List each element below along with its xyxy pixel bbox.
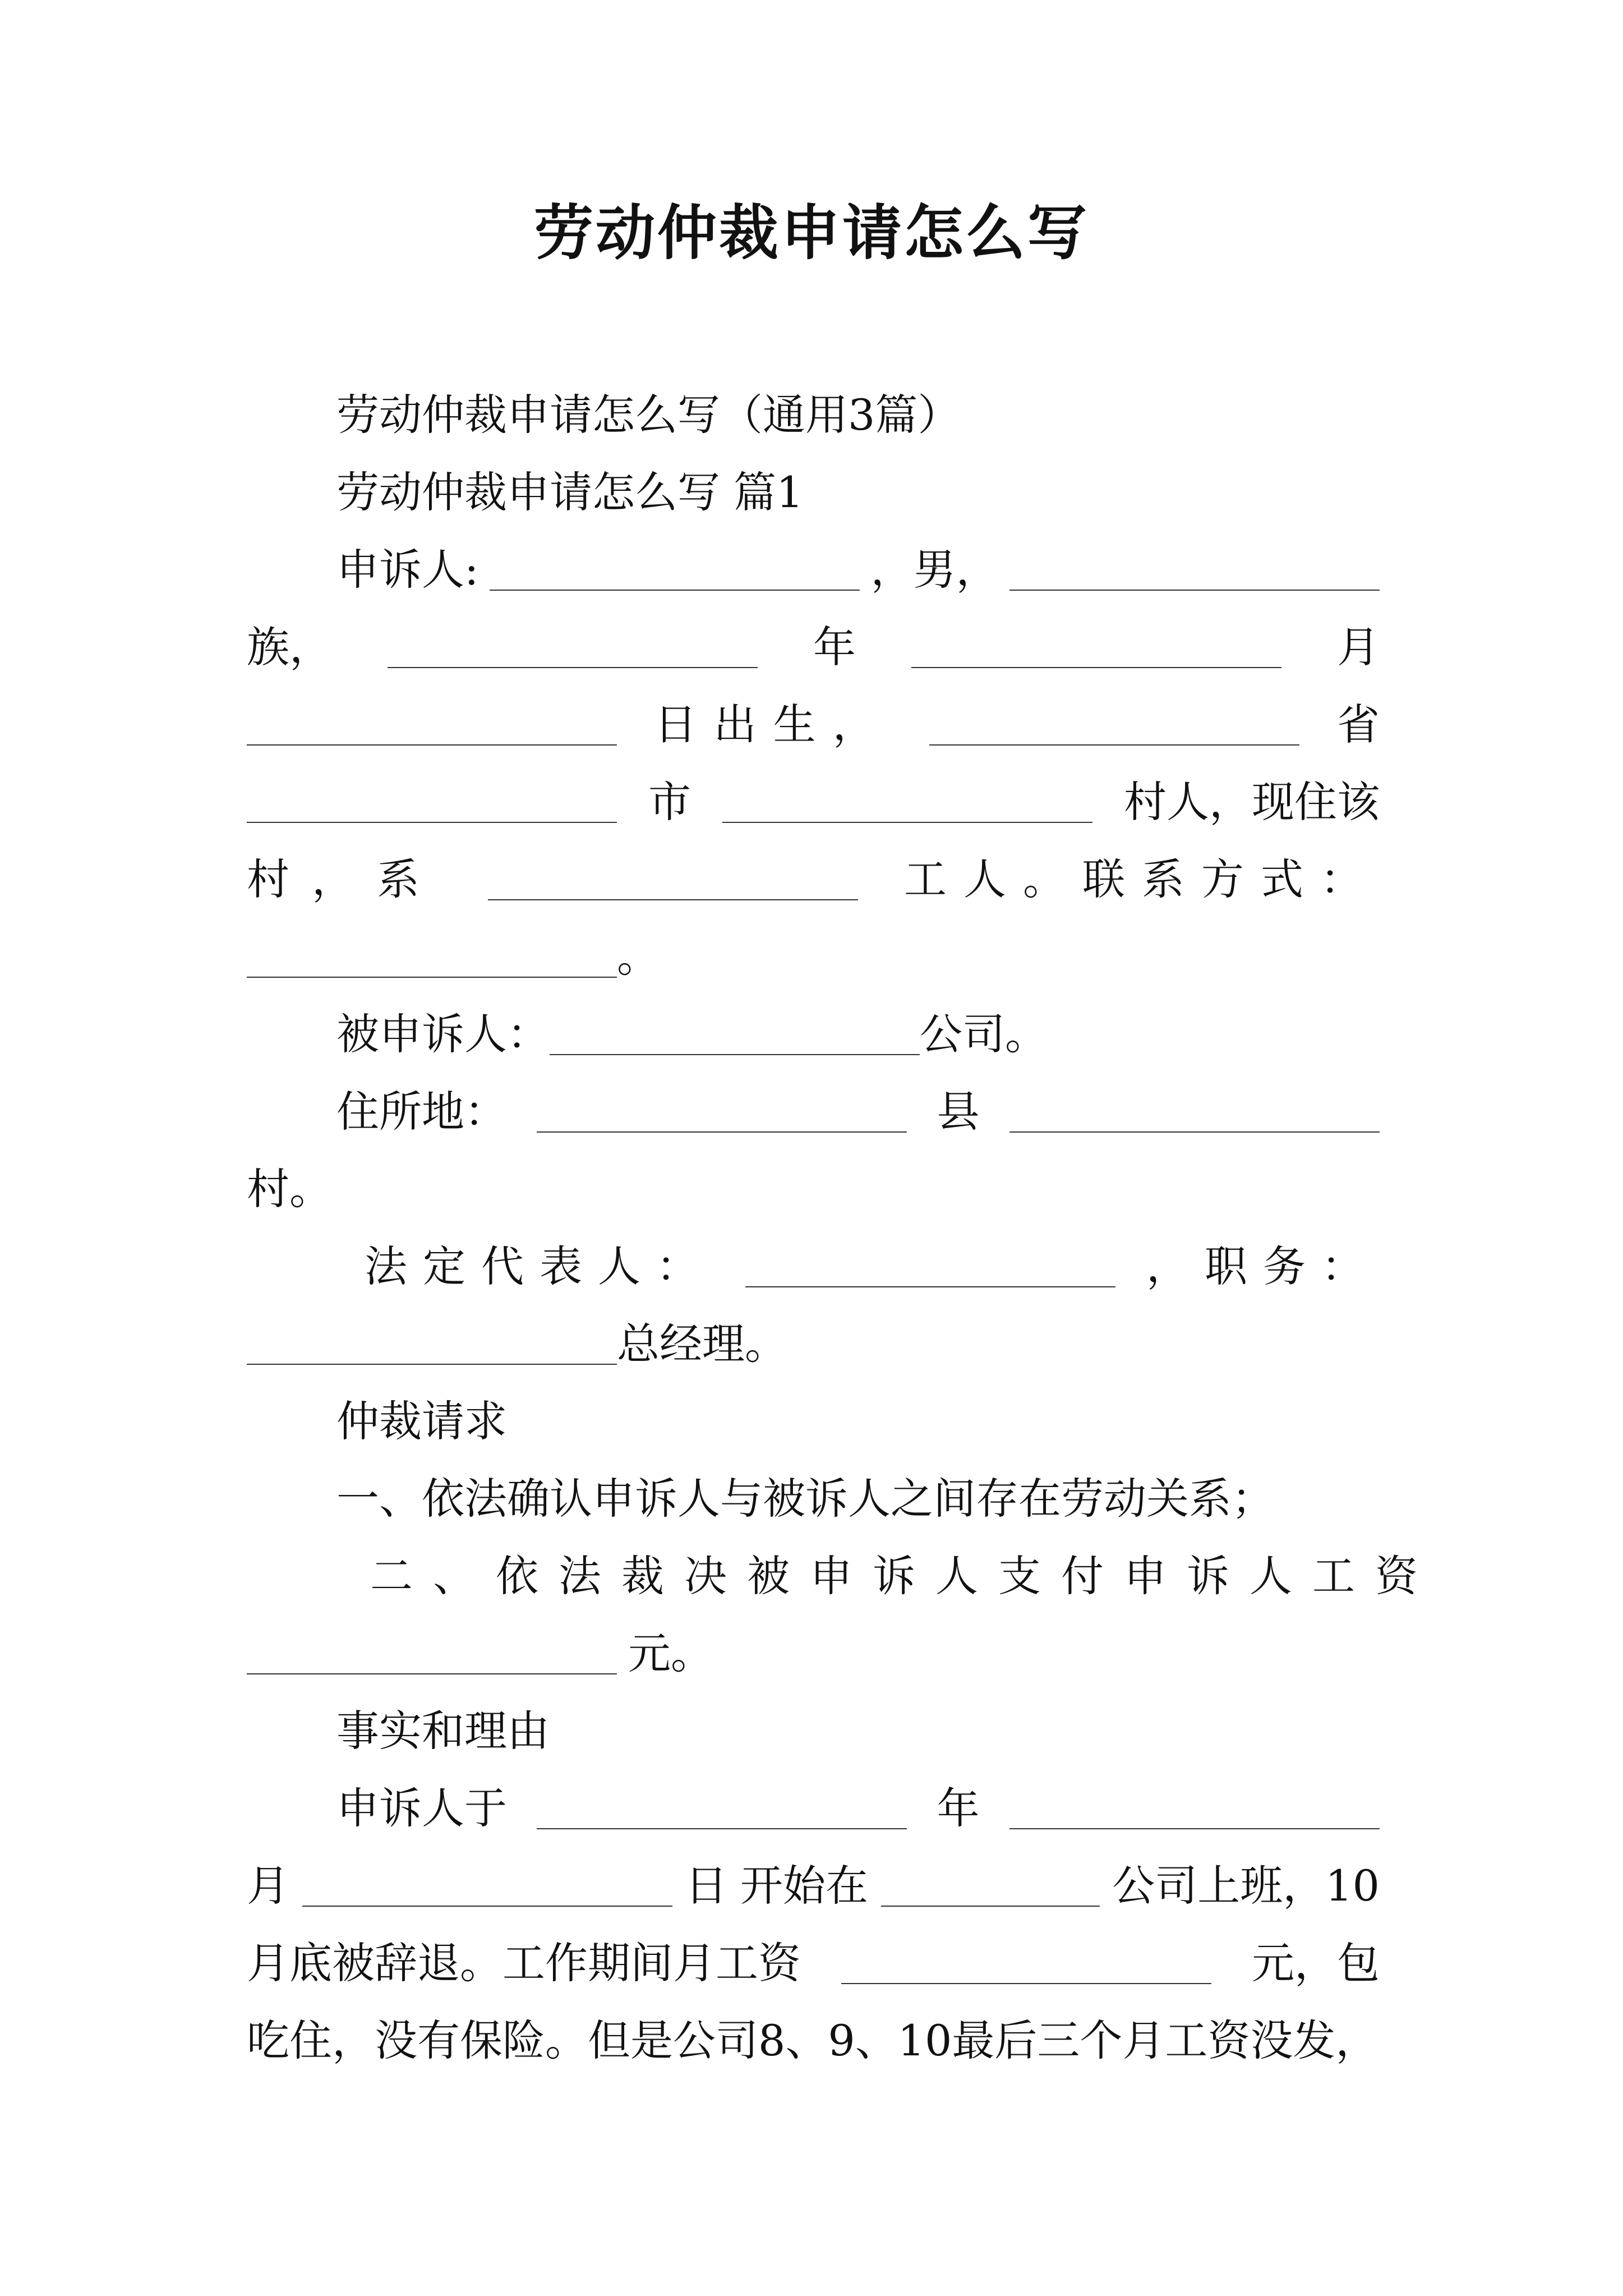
- facts-line-3b-text: 元，包: [1252, 1938, 1380, 1988]
- legal-rep-line: [365, 1227, 1380, 1306]
- birth-text: 日出生，: [654, 700, 892, 749]
- claim-two: [370, 1537, 1438, 1616]
- village-text-2: 村，系: [247, 854, 442, 904]
- address-label: 住所地：: [336, 1087, 507, 1137]
- legal-rep-line-2: [247, 1305, 1380, 1383]
- facts-work-text: 公司上班，10: [1112, 1861, 1380, 1911]
- facts-heading: 事实和理由: [336, 1706, 550, 1756]
- year-text: 年: [813, 622, 856, 672]
- duty-text: ，职务：: [1146, 1241, 1380, 1291]
- ethnicity-blank[interactable]: [1009, 555, 1380, 591]
- claim-one: 一、依法确认申诉人与被诉人之间存在劳动关系；: [336, 1474, 1274, 1524]
- birth-year-blank[interactable]: [388, 632, 758, 668]
- claim-two-line-2: [247, 1614, 1380, 1693]
- period-text: 。: [617, 932, 660, 982]
- facts-line-1: [336, 1769, 1380, 1848]
- respondent-line: [336, 995, 1380, 1074]
- complainant-line-5: [247, 840, 1380, 919]
- gender-text: ，男，: [870, 545, 999, 595]
- company-blank[interactable]: [550, 1019, 920, 1055]
- complainant-line-6: [247, 918, 1380, 996]
- village-text: 村人，现住该: [1124, 777, 1380, 827]
- birth-day-blank[interactable]: [247, 710, 617, 746]
- facts-start-text: 申诉人于: [336, 1783, 507, 1833]
- name-blank[interactable]: [490, 555, 860, 591]
- occupation-blank[interactable]: [488, 864, 858, 900]
- county-blank[interactable]: [1009, 1097, 1380, 1133]
- contact-blank[interactable]: [247, 942, 617, 978]
- claim-two-text: 二、依法裁决被申诉人支付申诉人工资: [370, 1551, 1438, 1601]
- duty-blank[interactable]: [247, 1329, 617, 1365]
- city-blank[interactable]: [247, 787, 617, 823]
- facts-line-2: [247, 1847, 1380, 1925]
- monthly-wage-blank[interactable]: [841, 1948, 1211, 1984]
- month-text: 月: [1337, 622, 1380, 672]
- facts-month-text: 月: [247, 1861, 289, 1911]
- complainant-line-4: [247, 763, 1380, 841]
- complainant-line-1: [336, 531, 1380, 609]
- facts-line-3: [247, 1924, 1380, 2003]
- county-text: 县: [937, 1087, 980, 1137]
- facts-start-at-text: 开始在: [740, 1861, 868, 1911]
- worker-text: 工人。联系方式：: [904, 854, 1380, 904]
- yuan-text: 元。: [628, 1628, 713, 1678]
- document-title: 劳动仲裁申请怎么写: [534, 197, 1089, 268]
- section-heading: 劳动仲裁申请怎么写 篇1: [336, 467, 804, 517]
- start-year-blank[interactable]: [537, 1793, 907, 1829]
- company-text: 公司。: [920, 1009, 1048, 1059]
- gm-text: 总经理。: [617, 1319, 787, 1369]
- facts-line-4: 吃住，没有保险。但是公司8、9、10最后三个月工资没发，: [247, 2016, 1378, 2065]
- ethnicity-text: 族，: [247, 622, 332, 672]
- facts-line-3-text: 月底被辞退。工作期间月工资: [247, 1938, 801, 1988]
- start-month-blank[interactable]: [1009, 1793, 1380, 1829]
- village-end-text: 村。: [247, 1164, 332, 1214]
- wage-amount-blank[interactable]: [247, 1639, 617, 1674]
- city-text: 市: [648, 777, 691, 827]
- start-day-blank[interactable]: [302, 1871, 672, 1907]
- claims-heading: 仲裁请求: [336, 1396, 507, 1446]
- legal-rep-label: 法定代表人：: [365, 1241, 714, 1291]
- complainant-line-3: [247, 685, 1380, 764]
- complainant-line-2: [247, 608, 1380, 687]
- legal-rep-blank[interactable]: [745, 1251, 1115, 1287]
- province-blank[interactable]: [929, 710, 1299, 746]
- facts-day-text: 日: [685, 1861, 728, 1911]
- employer-blank[interactable]: [881, 1871, 1100, 1907]
- subtitle: 劳动仲裁申请怎么写（通用3篇）: [336, 390, 961, 440]
- respondent-label: 被申诉人：: [336, 1009, 550, 1059]
- address-blank[interactable]: [537, 1097, 907, 1133]
- complainant-label: 申诉人:: [336, 545, 479, 595]
- birth-month-blank[interactable]: [911, 632, 1281, 668]
- facts-year-text: 年: [937, 1783, 980, 1833]
- province-text: 省: [1336, 700, 1380, 749]
- address-line: [336, 1073, 1380, 1151]
- village-blank[interactable]: [722, 787, 1092, 823]
- address-line-2: [247, 1150, 1380, 1228]
